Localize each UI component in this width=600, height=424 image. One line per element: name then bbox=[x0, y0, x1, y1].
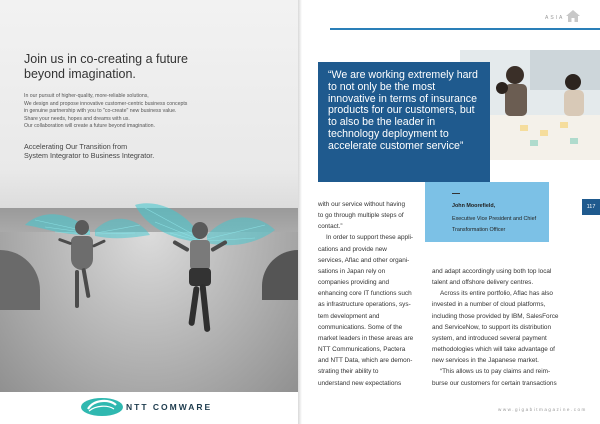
ad-tagline-line-2: System Integrator to Business Integrator. bbox=[24, 151, 155, 160]
article-line: sations in Japan rely on bbox=[318, 267, 386, 275]
ad-headline-line-2: beyond imagination. bbox=[24, 67, 136, 81]
article-line: In order to support these appli- bbox=[326, 234, 414, 242]
article-line: and ServiceNow, to support its distribution bbox=[432, 323, 551, 331]
pull-quote bbox=[318, 62, 490, 182]
ad-headline bbox=[24, 52, 274, 82]
ntt-comware-logo-icon bbox=[80, 397, 124, 417]
article-line: system, and introduced several payment bbox=[432, 334, 547, 342]
attribution-name: John Moorefield, bbox=[452, 203, 496, 209]
article-line: “This allows us to pay claims and reim- bbox=[440, 368, 551, 376]
article-line: Across its entire portfolio, Aflac has also bbox=[440, 290, 553, 298]
ad-tagline-line-1: Accelerating Our Transition from bbox=[24, 142, 128, 151]
ad-intro-line: We design and propose innovative customer-centric business concepts bbox=[24, 100, 188, 107]
attribution-dash bbox=[452, 193, 460, 194]
article-column-2 bbox=[432, 266, 584, 389]
article-line: talent and offshore delivery centres. bbox=[432, 279, 534, 287]
pull-quote-text: “We are working extremely hard to not only be the most innovative in terms of insurance products for our customers, but to also be the leader in technology deployment to accelerate customer service” bbox=[328, 69, 478, 152]
website-url[interactable]: www.gigabitmagazine.com bbox=[498, 407, 587, 412]
ad-intro-line: In our pursuit of higher-quality, more-reliable solutions, bbox=[24, 93, 149, 99]
ntt-comware-logo-text: NTT COMWARE bbox=[126, 402, 213, 412]
ad-tagline bbox=[24, 142, 274, 160]
article-line: NTT Communications, Pactera bbox=[318, 346, 406, 354]
ad-intro-line: Share your needs, hopes and dreams with us. bbox=[24, 115, 130, 122]
attribution-title: Executive Vice President and Chief Transformation Officer bbox=[452, 216, 537, 233]
boy-running-figure bbox=[178, 222, 222, 352]
article-line: burse our customers for certain transactions bbox=[432, 379, 557, 387]
article-line: enhancing core IT functions such bbox=[318, 290, 412, 298]
ad-intro-line: Our collaboration will create a future beyond imagination. bbox=[24, 123, 155, 130]
ad-page bbox=[0, 0, 298, 424]
article-line: communications. Some of the bbox=[318, 323, 403, 331]
article-line: methodologies which will take advantage of bbox=[432, 346, 555, 354]
article-line: services, Aflac and other organi- bbox=[318, 256, 410, 264]
article-column-1 bbox=[318, 199, 428, 389]
article-line: to go through multiple steps of bbox=[318, 212, 404, 220]
article-line: cations and provide new bbox=[318, 245, 387, 253]
article-line: market leaders in these areas are bbox=[318, 334, 414, 342]
ad-headline-line-1: Join us in co-creating a future bbox=[24, 52, 188, 66]
article-line: with our service without having bbox=[318, 201, 406, 208]
article-line: invested in a number of cloud platforms, bbox=[432, 301, 546, 309]
header-rule bbox=[330, 28, 600, 30]
article-line: and NTT Data, which are demon- bbox=[318, 357, 413, 365]
ad-intro-text bbox=[24, 93, 274, 131]
article-line: including those provided by IBM, SalesForce bbox=[432, 312, 559, 320]
article-line: tem development and bbox=[318, 312, 380, 320]
girl-running-figure bbox=[62, 220, 102, 330]
article-line: understand new expectations bbox=[318, 379, 402, 387]
ad-intro-line: in genuine partnership with you to "co-create" new business value. bbox=[24, 108, 177, 115]
page-number: 117 bbox=[582, 199, 600, 215]
article-line: strating their ability to bbox=[318, 368, 379, 376]
article-line: new services in the Japanese market. bbox=[432, 357, 539, 365]
article-line: contact.” bbox=[318, 223, 343, 231]
article-line: companies providing and bbox=[318, 279, 390, 287]
article-line: and adapt accordingly using both top local bbox=[432, 268, 552, 275]
section-label: ASIA bbox=[545, 15, 565, 21]
article-line: as infrastructure operations, sys- bbox=[318, 301, 411, 309]
home-icon[interactable] bbox=[565, 9, 581, 23]
